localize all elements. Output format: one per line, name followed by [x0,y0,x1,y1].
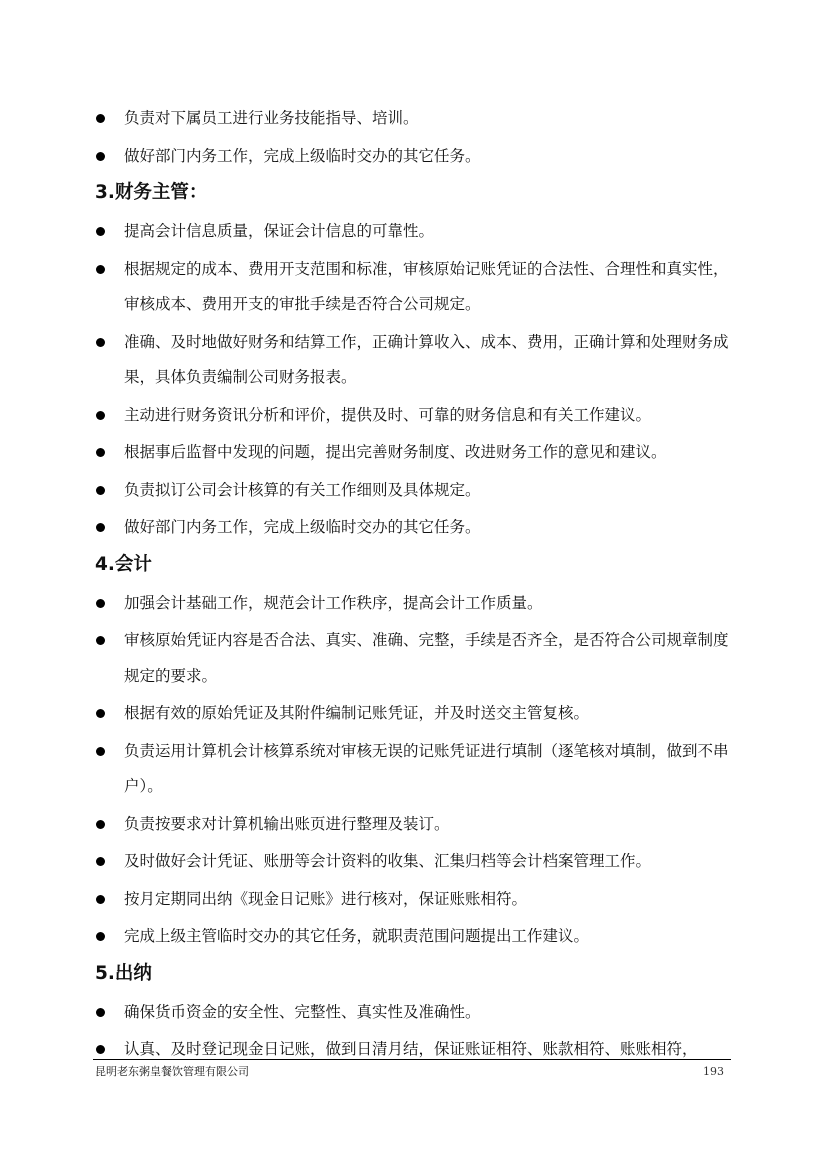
list-item [95,435,735,471]
list-item-text: 负责拟订公司会计核算的有关工作细则及具体规定。 [124,480,481,499]
list-item [95,325,735,396]
list-item [95,844,735,880]
list-item [95,510,735,546]
list-item [95,398,735,434]
list-item-text: 根据规定的成本、费用开支范围和标准，审核原始记账凭证的合法性、合理性和真实性，审核成本、费用开支的审批手续是否符合公司规定。 [124,259,729,313]
page-number: 193 [703,1065,724,1078]
list-item-text: 审核原始凭证内容是否合法、真实、准确、完整，手续是否齐全，是否符合公司规章制度规定的要求。 [124,631,729,685]
bullet-icon [96,857,105,866]
list-item [95,1032,735,1068]
list-item-text: 认真、及时登记现金日记账，做到日清月结，保证账证相符、账款相符、账账相符， [124,1040,698,1058]
list-item [95,995,735,1031]
list-item-text: 根据事后监督中发现的问题，提出完善财务制度、改进财务工作的意见和建议。 [124,443,667,461]
list-item-text: 确保货币资金的安全性、完整性、真实性及准确性。 [124,1002,481,1021]
list-item-text: 做好部门内务工作，完成上级临时交办的其它任务。 [124,518,481,536]
list-item-text: 负责运用计算机会计核算系统对审核无误的记账凭证进行填制（逐笔核对填制，做到不串户）。 [124,741,729,795]
bullet-icon [96,448,105,457]
bullet-icon [96,227,105,236]
list-item-text: 负责按要求对计算机输出账页进行整理及装订。 [124,814,450,833]
bullet-icon [96,747,105,756]
list-item-text: 及时做好会计凭证、账册等会计资料的收集、汇集归档等会计档案管理工作。 [124,852,652,870]
list-item [95,807,735,843]
list-item-text: 准确、及时地做好财务和结算工作，正确计算收入、成本、费用，正确计算和处理财务成果，具体负责编制公司财务报表。 [124,332,729,386]
bullet-icon [96,599,105,608]
list-item-text: 提高会计信息质量，保证会计信息的可靠性。 [124,222,435,240]
list-item-text: 加强会计基础工作，规范会计工作秩序，提高会计工作质量。 [124,593,543,612]
bullet-icon [96,636,105,645]
list-item [95,623,735,694]
bullet-icon [96,1008,105,1017]
bullet-icon [96,932,105,941]
list-item-text: 按月定期同出纳《现金日记账》进行核对，保证账账相符。 [124,889,528,908]
bullet-icon [96,152,105,161]
footer-company: 昆明老东粥皇餐饮管理有限公司 [95,1065,249,1078]
list-item-text: 做好部门内务工作，完成上级临时交办的其它任务。 [124,146,481,165]
list-item [95,734,735,805]
bullet-icon [96,895,105,904]
footer-divider [93,1059,731,1060]
list-item [95,214,735,250]
document-body [95,101,735,1070]
bullet-icon [96,265,105,274]
list-item-text: 根据有效的原始凭证及其附件编制记账凭证，并及时送交主管复核。 [124,704,590,722]
list-item-text: 主动进行财务资讯分析和评价，提供及时、可靠的财务信息和有关工作建议。 [124,405,652,424]
bullet-icon [96,1045,105,1054]
list-item-text: 负责对下属员工进行业务技能指导、培训。 [124,109,419,127]
bullet-icon [96,486,105,495]
list-item [95,252,735,323]
section-heading: 5.出纳 [95,962,152,984]
bullet-icon [96,523,105,532]
list-item [95,696,735,732]
bullet-icon [96,709,105,718]
list-item-text: 完成上级主管临时交办的其它任务，就职责范围问题提出工作建议。 [124,927,590,945]
list-item [95,882,735,918]
bullet-icon [96,338,105,347]
list-item [95,101,735,137]
section-heading: 4.会计 [95,553,152,575]
list-item [95,586,735,622]
list-item [95,139,735,175]
list-item [95,473,735,509]
bullet-icon [96,411,105,420]
section-heading: 3.财务主管： [95,182,208,203]
bullet-icon [96,114,105,123]
list-item [95,919,735,955]
bullet-icon [96,820,105,829]
